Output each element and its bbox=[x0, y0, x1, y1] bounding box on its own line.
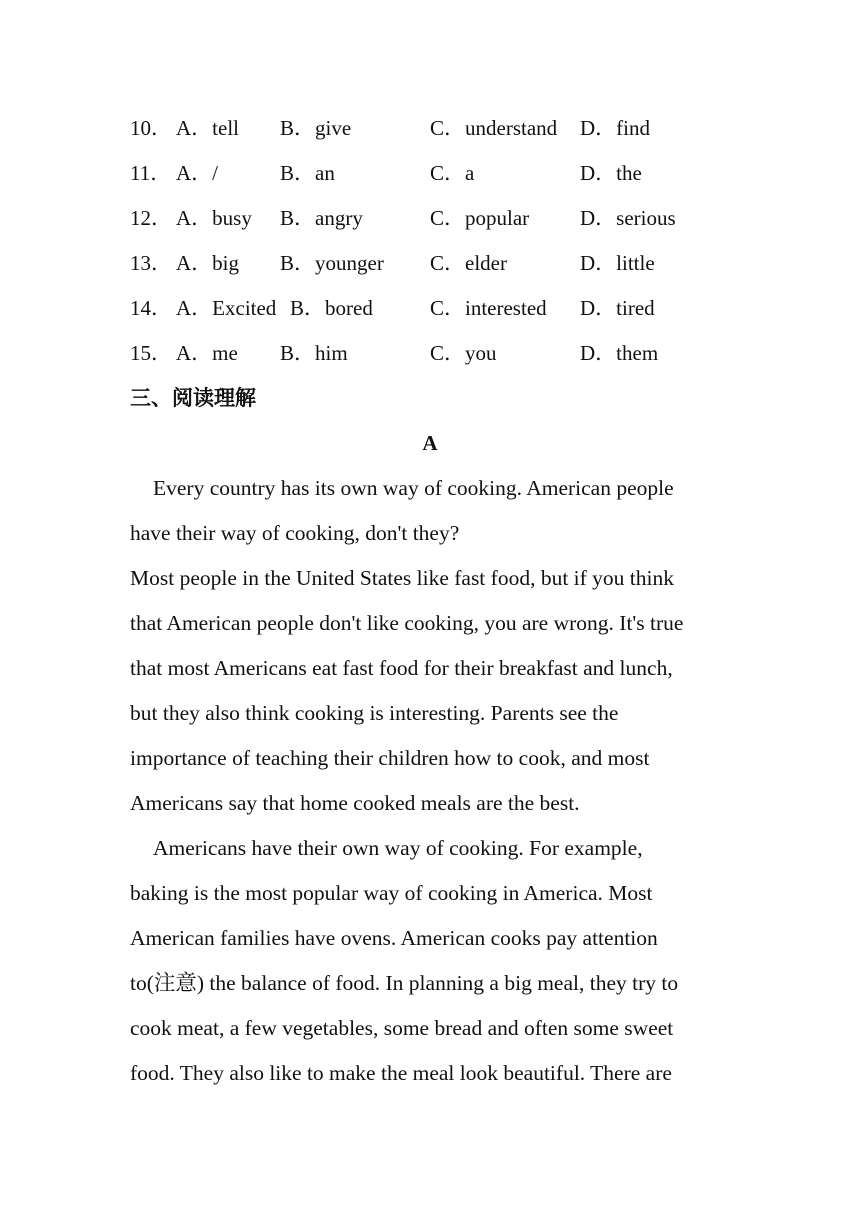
option-d: D．tired bbox=[580, 296, 655, 320]
question-number: 11． bbox=[130, 161, 172, 185]
passage-line: baking is the most popular way of cooking in America. Most bbox=[130, 881, 653, 905]
question-number: 13． bbox=[130, 251, 172, 275]
passage-title: A bbox=[422, 431, 438, 455]
option-b: B．an bbox=[280, 161, 335, 185]
option-c: C．popular bbox=[430, 206, 530, 230]
passage-line: Every country has its own way of cooking. American people bbox=[153, 476, 674, 500]
option-b: B．angry bbox=[280, 206, 363, 230]
question-number: 14． bbox=[130, 296, 172, 320]
option-b: B．him bbox=[280, 341, 348, 365]
option-a: A．me bbox=[176, 341, 238, 365]
option-b: B．give bbox=[280, 116, 352, 140]
passage-line: that American people don't like cooking, you are wrong. It's true bbox=[130, 611, 684, 635]
option-a: A．big bbox=[176, 251, 239, 275]
option-c: C．a bbox=[430, 161, 475, 185]
question-number: 15． bbox=[130, 341, 172, 365]
question-number: 10． bbox=[130, 116, 172, 140]
passage-line: to(注意) the balance of food. In planning a big meal, they try to bbox=[130, 971, 679, 995]
passage-line: Americans have their own way of cooking. For example, bbox=[153, 836, 643, 860]
passage-line: have their way of cooking, don't they? bbox=[130, 521, 460, 545]
option-d: D．little bbox=[580, 251, 655, 275]
passage-line: Most people in the United States like fast food, but if you think bbox=[130, 566, 674, 590]
option-a: A．Excited bbox=[176, 296, 277, 320]
section-title: 三、阅读理解 bbox=[130, 386, 256, 410]
passage-line: but they also think cooking is interesting. Parents see the bbox=[130, 701, 619, 725]
passage-line: importance of teaching their children how to cook, and most bbox=[130, 746, 650, 770]
option-a: A．tell bbox=[176, 116, 239, 140]
option-c: C．you bbox=[430, 341, 497, 365]
option-d: D．serious bbox=[580, 206, 676, 230]
option-a: A．busy bbox=[176, 206, 252, 230]
question-number: 12． bbox=[130, 206, 172, 230]
option-b: B．younger bbox=[280, 251, 384, 275]
passage-line: that most Americans eat fast food for their breakfast and lunch, bbox=[130, 656, 673, 680]
option-a: A．/ bbox=[176, 161, 218, 185]
option-c: C．understand bbox=[430, 116, 558, 140]
option-c: C．interested bbox=[430, 296, 547, 320]
passage-line: American families have ovens. American cooks pay attention bbox=[130, 926, 658, 950]
option-c: C．elder bbox=[430, 251, 507, 275]
option-d: D．the bbox=[580, 161, 642, 185]
passage-line: food. They also like to make the meal look beautiful. There are bbox=[130, 1061, 672, 1085]
passage-line: Americans say that home cooked meals are the best. bbox=[130, 791, 580, 815]
option-d: D．find bbox=[580, 116, 650, 140]
option-d: D．them bbox=[580, 341, 659, 365]
passage-line: cook meat, a few vegetables, some bread and often some sweet bbox=[130, 1016, 674, 1040]
option-b: B．bored bbox=[290, 296, 373, 320]
